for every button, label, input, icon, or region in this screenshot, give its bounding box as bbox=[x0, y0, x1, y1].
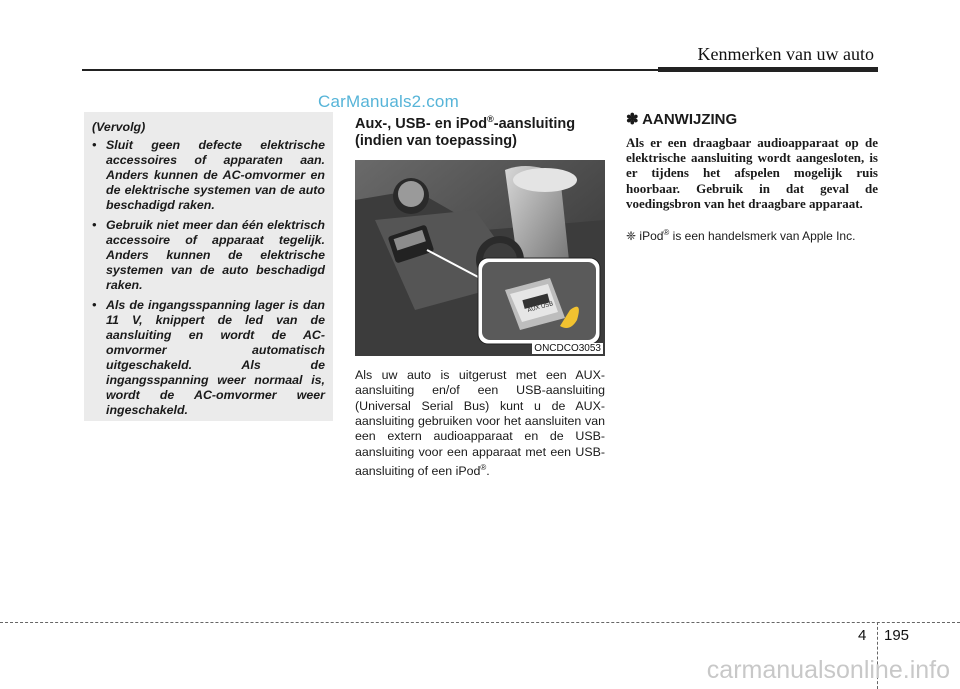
console-photo bbox=[355, 160, 605, 356]
bullet-icon: • bbox=[92, 298, 97, 312]
trademark-note: ❈ iPod® is een handelsmerk van Apple Inc. bbox=[626, 228, 856, 244]
page-number: 195 bbox=[884, 627, 910, 644]
continued-label: (Vervolg) bbox=[92, 120, 146, 134]
note-title: ✽ AANWIJZING bbox=[626, 111, 738, 128]
port-label: AUX USB bbox=[527, 301, 555, 314]
trademark-symbol-icon: ❈ bbox=[626, 229, 637, 244]
caution-item: • Sluit geen defecte elektrische accessoires of apparaten aan. Anders kunnen de AC-omvormer en de elektrische systemen van de auto beschadigd raken. bbox=[92, 138, 325, 212]
figure-code: ONCDCO3053 bbox=[534, 342, 601, 354]
caution-item: • Als de ingangsspanning lager is dan 11 V, knippert de led van de aansluiting en wordt de AC-omvormer automatisch uitgeschakeld. Als de ingangsspanning weer normaal is, wordt de AC-omvormer weer ingeschakeld. bbox=[92, 298, 325, 417]
footer-rule bbox=[0, 622, 960, 623]
header-rule-accent bbox=[658, 67, 878, 72]
caution-item: • Gebruik niet meer dan één elektrisch accessoire of apparaat tegelijk. Anders kunnen de elektrische systemen van de auto beschadigd raken. bbox=[92, 218, 325, 292]
caution-box bbox=[84, 112, 333, 421]
caution-list bbox=[92, 138, 325, 418]
chapter-number: 4 bbox=[858, 627, 867, 644]
watermark-bottom: carmanualsonline.info bbox=[706, 656, 950, 684]
bullet-icon: • bbox=[92, 138, 97, 152]
bullet-icon: • bbox=[92, 218, 97, 232]
note-section bbox=[626, 111, 878, 244]
section-title: Aux-, USB- en iPod®-aansluiting (indien van toepassing) bbox=[355, 114, 576, 149]
body-paragraph: Als uw auto is uitgerust met een AUX-aansluiting en/of een USB-aansluiting (Universal Serial Bus) kunt u de AUX-aansluiting gebruiken voor het aansluiten van een extern audioapparaat en de USB-aansluiting voor een apparaat met een USB-aansluiting of een iPod®. bbox=[355, 367, 605, 479]
watermark-top: CarManuals2.com bbox=[318, 92, 459, 111]
running-header-title: Kenmerken van uw auto bbox=[697, 44, 874, 64]
console-illustration bbox=[355, 160, 605, 356]
note-text: Als er een draagbaar audioapparaat op de elektrische aansluiting wordt aangesloten, is er tijdens het afspelen mogelijk ruis hoorbaar. Gebruik in dat geval de voedingsbron van het draagbare apparaat. bbox=[626, 135, 878, 211]
aux-usb-section bbox=[355, 111, 605, 492]
